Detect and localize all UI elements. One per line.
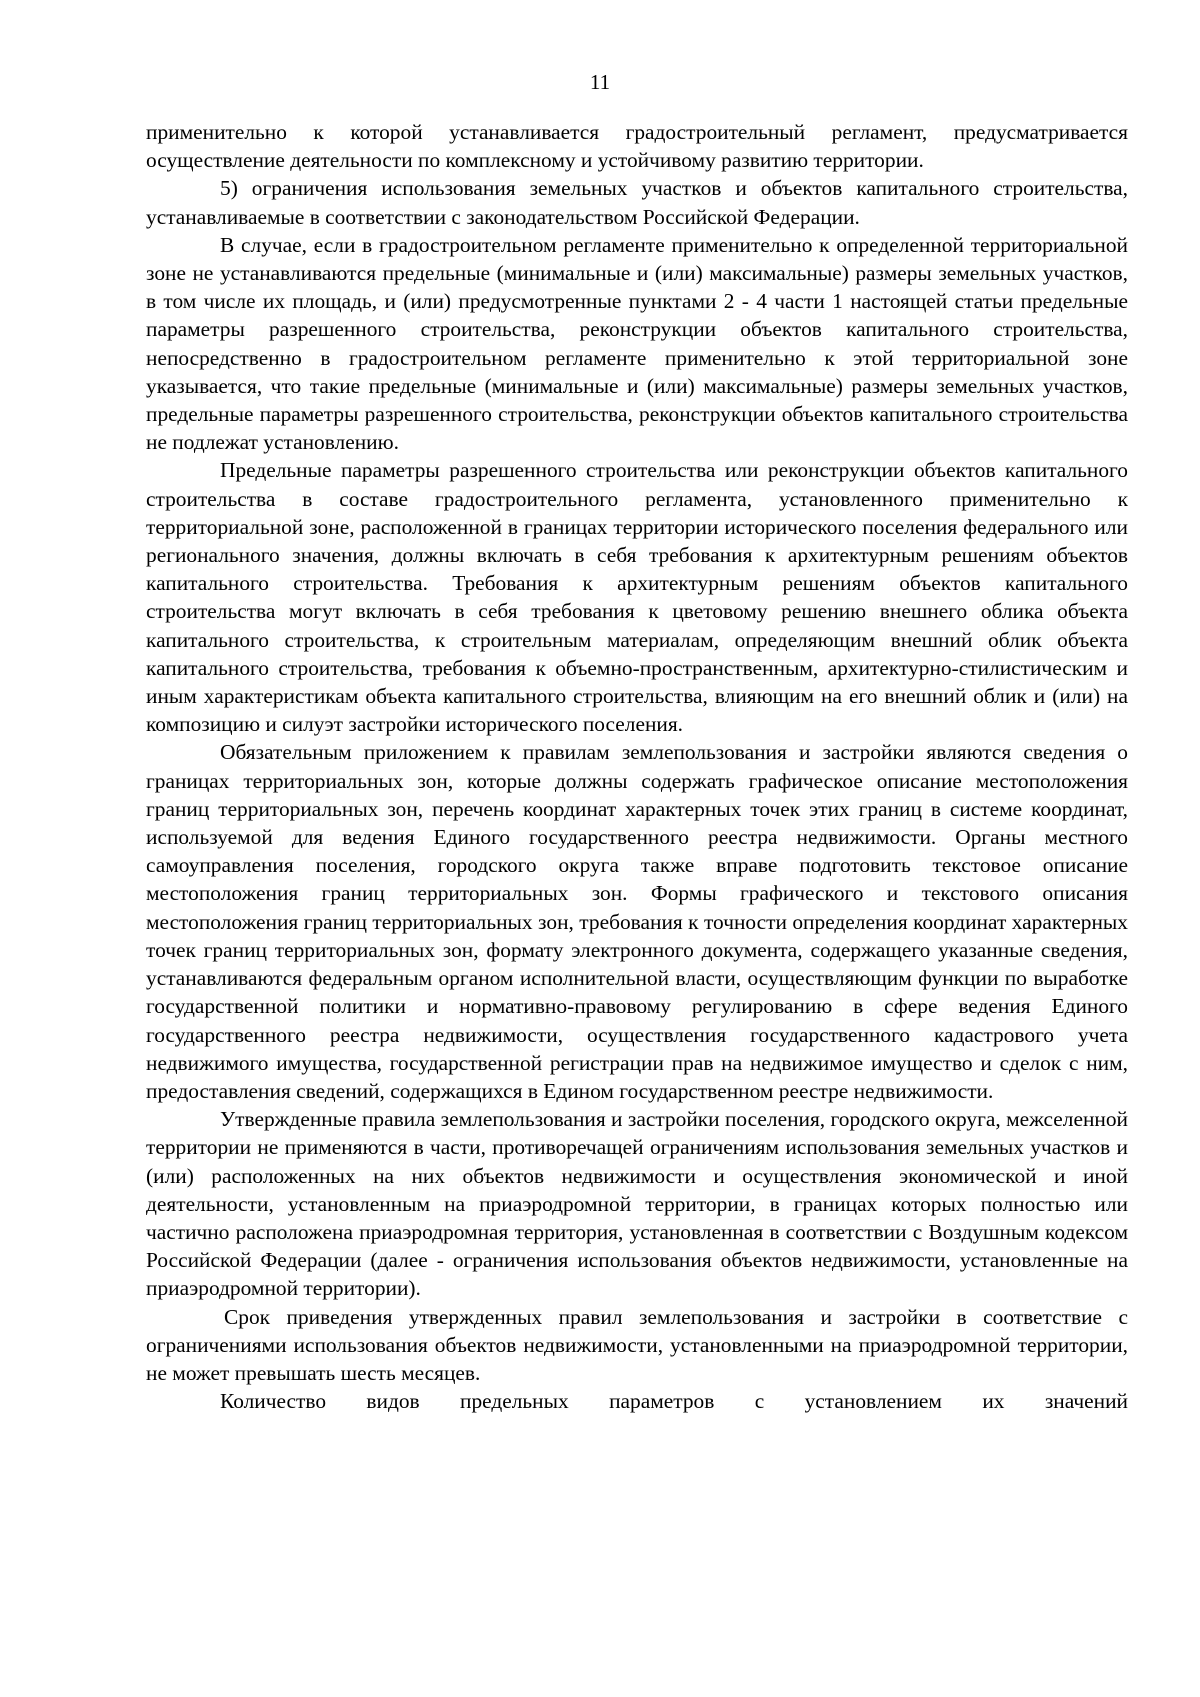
paragraph-continuation: применительно к которой устанавливается градостроительный регламент, предусматривается осуществление деятельности по комплексному и устойчивому развитию территории. bbox=[146, 120, 1128, 173]
paragraph-airfield-restrictions: Утвержденные правила землепользования и застройки поселения, городского округа, межселенной территории не применяются в части, противоречащей ограничениям использования земельных участков и (или) расположенных на них объектов недвижимости и осуществления экономической и иной деятельности, установленным на приаэродромной территории, в границах которых полностью или частично расположена приаэродромная территория, установленная в соответствии с Воздушным кодексом Российской Федерации (далее - ограничения использования объектов недвижимости, установленные на приаэродромной территории). bbox=[146, 1107, 1128, 1301]
paragraph-zone-boundaries: Обязательным приложением к правилам землепользования и застройки являются сведения о границах территориальных зон, которые должны содержать графическое описание местоположения границ территориальных зон, перечень координат характерных точек этих границ в системе координат, используемой для ведения Единого государственного реестра недвижимости. Органы местного самоуправления поселения, городского округа также вправе подготовить текстовое описание местоположения границ территориальных зон. Формы графического и текстового описания местоположения границ территориальных зон, требования к точности определения координат характерных точек границ территориальных зон, формату электронного документа, содержащего указанные сведения, устанавливаются федеральным органом исполнительной власти, осуществляющим функции по выработке государственной политики и нормативно-правовому регулированию в сфере ведения Единого государственного реестра недвижимости, осуществления государственного кадастрового учета недвижимого имущества, государственной регистрации прав на недвижимое имущество и сделок с ним, предоставления сведений, содержащихся в Едином государственном реестре недвижимости. bbox=[146, 740, 1128, 1103]
paragraph-deadline: Срок приведения утвержденных правил землепользования и застройки в соответствие с ограничениями использования объектов недвижимости, установленными на приаэродромной территории, не может превышать шесть месяцев. bbox=[146, 1304, 1128, 1385]
paragraph-item-5: 5) ограничения использования земельных участков и объектов капитального строительства, устанавливаемые в соответствии с законодательством Российской Федерации. bbox=[146, 176, 1128, 229]
page-number: 11 bbox=[589, 70, 611, 94]
paragraph-historical-settlement: Предельные параметры разрешенного строительства или реконструкции объектов капитального строительства в составе градостроительного регламента, установленного применительно к территориальной зоне, расположенной в границах территории исторического поселения федерального или регионального значения, должны включать в себя требования к архитектурным решениям объектов капитального строительства. Требования к архитектурным решениям объектов капитального строительства могут включать в себя требования к цветовому решению внешнего облика объекта капитального строительства, к строительным материалам, определяющим внешний облик объекта капитального строительства, требования к объемно-пространственным, архитектурно-стилистическим и иным характеристикам объекта капитального строительства, влияющим на его внешний облик и (или) на композицию и силуэт застройки исторического поселения. bbox=[146, 458, 1128, 737]
paragraph-limit-dimensions: В случае, если в градостроительном регламенте применительно к определенной территориальной зоне не устанавливаются предельные (минимальные и (или) максимальные) размеры земельных участков, в том числе их площадь, и (или) предусмотренные пунктами 2 - 4 части 1 настоящей статьи предельные параметры разрешенного строительства, реконструкции объектов капитального строительства, непосредственно в градостроительном регламенте применительно к этой территориальной зоне указывается, что такие предельные (минимальные и (или) максимальные) размеры земельных участков, предельные параметры разрешенного строительства, реконструкции объектов капитального строительства не подлежат установлению. bbox=[146, 232, 1128, 455]
document-body bbox=[146, 118, 1128, 1415]
paragraph-parameter-count: Количество видов предельных параметров с установлением их значений bbox=[220, 1389, 1128, 1414]
